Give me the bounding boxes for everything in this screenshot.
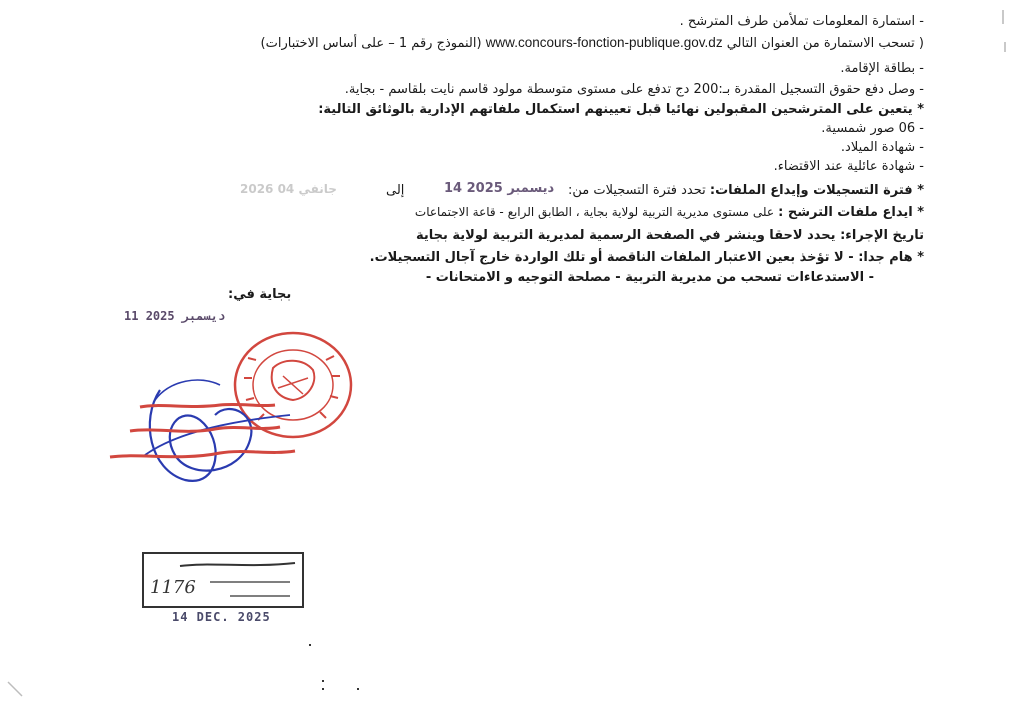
form-download-url: www.concours-fonction-publique.gov.dz <box>485 35 723 50</box>
registration-period-text: تحدد فترة التسجيلات من: <box>567 183 706 198</box>
registration-period-label: * فترة التسجيلات وإيداع الملفات: <box>709 183 924 198</box>
registration-start-date: 14 ديسمبر 2025 <box>444 181 555 196</box>
exam-date-line: تاريخ الإجراء: يحدد لاحقا وينشر في الصفحة الرسمية لمديرية التربية لولاية بجاية <box>415 228 924 243</box>
scan-edge-mark <box>1004 42 1006 52</box>
registration-period-line <box>568 183 924 199</box>
file-deposit-line <box>415 204 924 221</box>
file-deposit-text: على مستوى مديرية التربية لولاية بجاية ، الطابق الرابع - قاعة الاجتماعات <box>414 205 775 219</box>
director-stamp-icon <box>100 395 300 475</box>
admitted-candidates-line: * يتعين على المترشحين المقبولين نهائيا قبل تعيينهم استكمال ملفاتهم الإدارية بالوثائق التالية: <box>318 102 924 117</box>
reception-date: 14 DEC. 2025 <box>172 610 271 624</box>
form-download-line <box>261 35 924 52</box>
registration-end-date: 2026 جانفي 04 <box>240 182 337 196</box>
registration-to-word: إلى <box>386 183 405 198</box>
form-download-prefix: ( تسحب الاستمارة من العنوان التالي <box>726 36 924 51</box>
scan-dot <box>309 644 311 646</box>
scan-dot <box>322 680 324 682</box>
residence-card-line: - بطاقة الإقامة. <box>840 61 924 76</box>
fee-receipt-line: - وصل دفع حقوق التسجيل المقدرة بـ:200 دج تدفع على مستوى متوسطة مولود قاسم نايت بلقاسم - بجاية. <box>344 82 924 97</box>
scan-dot <box>322 688 324 690</box>
signature-place-label: بجاية في: <box>228 287 292 302</box>
family-certificate-line: - شهادة عائلية عند الاقتضاء. <box>773 159 924 174</box>
important-note-line: * هام جدا: - لا تؤخذ بعين الاعتبار الملفات الناقصة أو تلك الواردة خارج آجال التسجيلات. <box>369 250 924 265</box>
photos-line: - 06 صور شمسية. <box>821 121 924 136</box>
scan-edge-mark <box>1002 10 1004 24</box>
scan-corner-mark <box>6 680 26 700</box>
form-download-suffix: (النموذج رقم 1 – على أساس الاختبارات) <box>260 36 482 51</box>
convocations-line: - الاستدعاءات تسحب من مديرية التربية - مصلحة التوجيه و الامتحانات - <box>425 270 874 285</box>
signature-date: 11 ديسمبر 2025 <box>124 309 226 323</box>
birth-certificate-line: - شهادة الميلاد. <box>840 140 924 155</box>
info-form-line: - استمارة المعلومات تملأمن طرف المترشح . <box>679 14 924 29</box>
scan-dot <box>357 688 359 690</box>
reception-number: 1176 <box>150 577 196 598</box>
file-deposit-label: * ايداع ملفات الترشح : <box>778 205 924 220</box>
